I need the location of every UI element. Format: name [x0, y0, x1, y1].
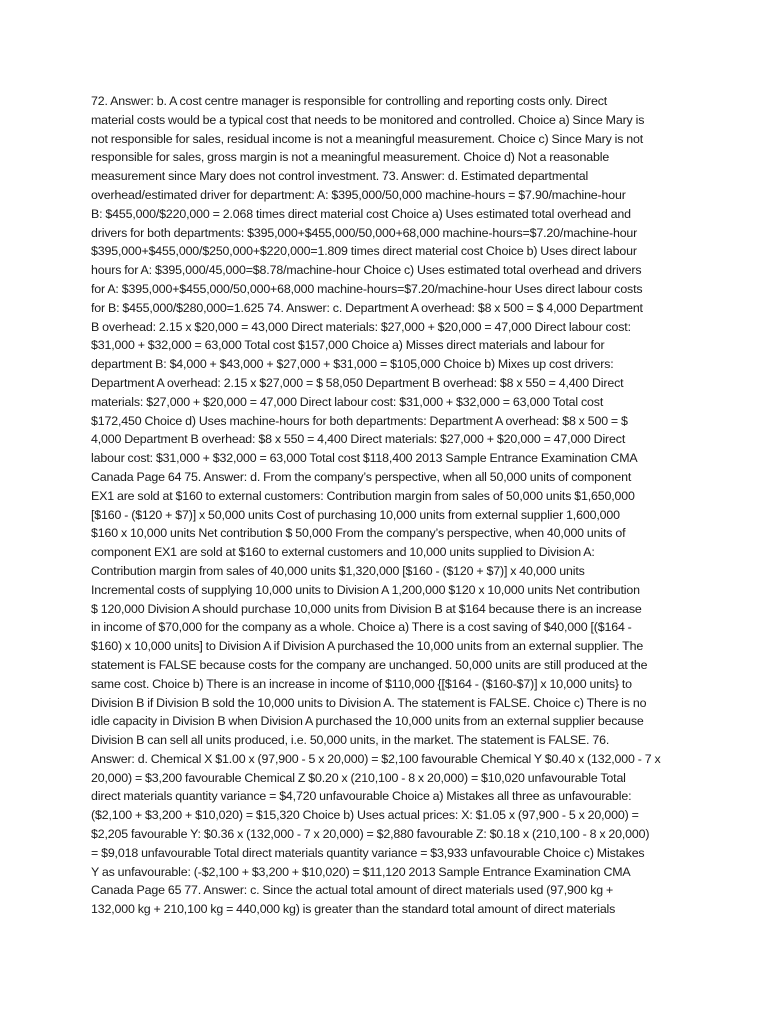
text-line: Incremental costs of supplying 10,000 units to Division A 1,200,000 $120 x 10,000 units Net contribution	[91, 582, 640, 597]
text-line: $172,450 Choice d) Uses machine-hours for both departments: Department A overhead: $8 x 500 = $	[91, 413, 628, 428]
text-line: 4,000 Department B overhead: $8 x 550 = 4,400 Direct materials: $27,000 + $20,000 = 47,000 Direct	[91, 432, 626, 447]
text-line: Department A overhead: 2.15 x $27,000 = $ 58,050 Department B overhead: $8 x 550 = 4,400 Direct	[91, 375, 624, 390]
text-line: Canada Page 65 77. Answer: c. Since the actual total amount of direct materials used (97,900 kg +	[91, 883, 614, 898]
text-line: hours for A: $395,000/45,000=$8.78/machine-hour Choice c) Uses estimated total overhead and drivers	[91, 263, 642, 278]
text-line: for A: $395,000+$455,000/50,000+68,000 machine-hours=$7.20/machine-hour Uses direct labour costs	[91, 281, 643, 296]
text-line: component EX1 are sold at $160 to external customers and 10,000 units supplied to Division A:	[91, 545, 595, 560]
text-line: overhead/estimated driver for department: A: $395,000/50,000 machine-hours = $7.90/machine-hour	[91, 187, 626, 202]
text-line: Contribution margin from sales of 40,000 units $1,320,000 [$160 - ($120 + $7)] x 40,000 units	[91, 563, 585, 578]
text-line: Answer: d. Chemical X $1.00 x (97,900 - 5 x 20,000) = $2,100 favourable Chemical Y $0.40 x (132,000 - 7 x	[91, 751, 661, 766]
text-line: ($2,100 + $3,200 + $10,020) = $15,320 Choice b) Uses actual prices: X: $1.05 x (97,900 - 5 x 20,000) =	[91, 808, 639, 823]
text-line: 72. Answer: b. A cost centre manager is responsible for controlling and reporting costs only. Direct	[91, 94, 608, 108]
text-line: B: $455,000/$220,000 = 2.068 times direct material cost Choice a) Uses estimated total overhead and	[91, 206, 631, 221]
text-line: 132,000 kg + 210,100 kg = 440,000 kg) is greater than the standard total amount of direct materials	[91, 902, 616, 917]
text-line: materials: $27,000 + $20,000 = 47,000 Direct labour cost: $31,000 + $32,000 = 63,000 Total cost	[91, 394, 604, 409]
text-line: direct materials quantity variance = $4,720 unfavourable Choice a) Mistakes all three as unfavourable:	[91, 789, 632, 804]
text-line: responsible for sales, gross margin is not a meaningful measurement. Choice d) Not a reasonable	[91, 150, 610, 165]
text-line: Y as unfavourable: (-$2,100 + $3,200 + $10,020) = $11,120 2013 Sample Entrance Examination CMA	[91, 864, 631, 879]
text-line: not responsible for sales, residual income is not a meaningful measurement. Choice c) Since Mary is not	[91, 131, 644, 146]
text-line: B overhead: 2.15 x $20,000 = 43,000 Direct materials: $27,000 + $20,000 = 47,000 Direct labour cost:	[91, 319, 631, 334]
text-line: = $9,018 unfavourable Total direct materials quantity variance = $3,933 unfavourable Choice c) Mistakes	[91, 845, 645, 860]
text-line: $395,000+$455,000/$250,000+$220,000=1.809 times direct material cost Choice b) Uses direct labour	[91, 244, 637, 259]
document-body-text	[91, 92, 683, 919]
text-line: $160) x 10,000 units] to Division A if Division A purchased the 10,000 units from an external supplier. The	[91, 639, 644, 654]
text-line: $ 120,000 Division A should purchase 10,000 units from Division B at $164 because there is an increase	[91, 601, 642, 616]
text-line: idle capacity in Division B when Division A purchased the 10,000 units from an external supplier because	[91, 714, 644, 729]
text-line: 20,000) = $3,200 favourable Chemical Z $0.20 x (210,100 - 8 x 20,000) = $10,020 unfavourable Total	[91, 770, 626, 785]
text-line: EX1 are sold at $160 to external customers: Contribution margin from sales of 50,000 units $1,650,000	[91, 488, 635, 503]
text-line: $160 x 10,000 units Net contribution $ 50,000 From the company’s perspective, when 40,000 units of	[91, 526, 626, 541]
text-line: $31,000 + $32,000 = 63,000 Total cost $157,000 Choice a) Misses direct materials and labour for	[91, 338, 605, 353]
text-line: [$160 - ($120 + $7)] x 50,000 units Cost of purchasing 10,000 units from external supplier 1,600,000	[91, 507, 620, 522]
text-line: for B: $455,000/$280,000=1.625 74. Answer: c. Department A overhead: $8 x 500 = $ 4,000 Department	[91, 300, 643, 315]
text-line: in income of $70,000 for the company as a whole. Choice a) There is a cost saving of $40,000 [($164 -	[91, 620, 632, 635]
text-line: Canada Page 64 75. Answer: d. From the company’s perspective, when all 50,000 units of component	[91, 469, 632, 484]
text-line: statement is FALSE because costs for the company are unchanged. 50,000 units are still produced at the	[91, 657, 648, 672]
text-line: Division B can sell all units produced, i.e. 50,000 units, in the market. The statement is FALSE. 76.	[91, 733, 610, 748]
text-line: material costs would be a typical cost that needs to be monitored and controlled. Choice a) Since Mary is	[91, 112, 645, 127]
text-line: department B: $4,000 + $43,000 + $27,000 + $31,000 = $105,000 Choice b) Mixes up cost drivers:	[91, 357, 614, 372]
text-line: Division B if Division B sold the 10,000 units to Division A. The statement is FALSE. Choice c) There is no	[91, 695, 647, 710]
text-line: $2,205 favourable Y: $0.36 x (132,000 - 7 x 20,000) = $2,880 favourable Z: $0.18 x (210,100 - 8 x 20,000)	[91, 827, 650, 842]
text-line: drivers for both departments: $395,000+$455,000/50,000+68,000 machine-hours=$7.20/machine-hour	[91, 225, 638, 240]
text-line: measurement since Mary does not control investment. 73. Answer: d. Estimated departmental	[91, 169, 589, 184]
text-line: same cost. Choice b) There is an increase in income of $110,000 {[$164 - ($160-$7)] x 10,000 units} to	[91, 676, 632, 691]
text-line: labour cost: $31,000 + $32,000 = 63,000 Total cost $118,400 2013 Sample Entrance Examination CMA	[91, 451, 638, 466]
